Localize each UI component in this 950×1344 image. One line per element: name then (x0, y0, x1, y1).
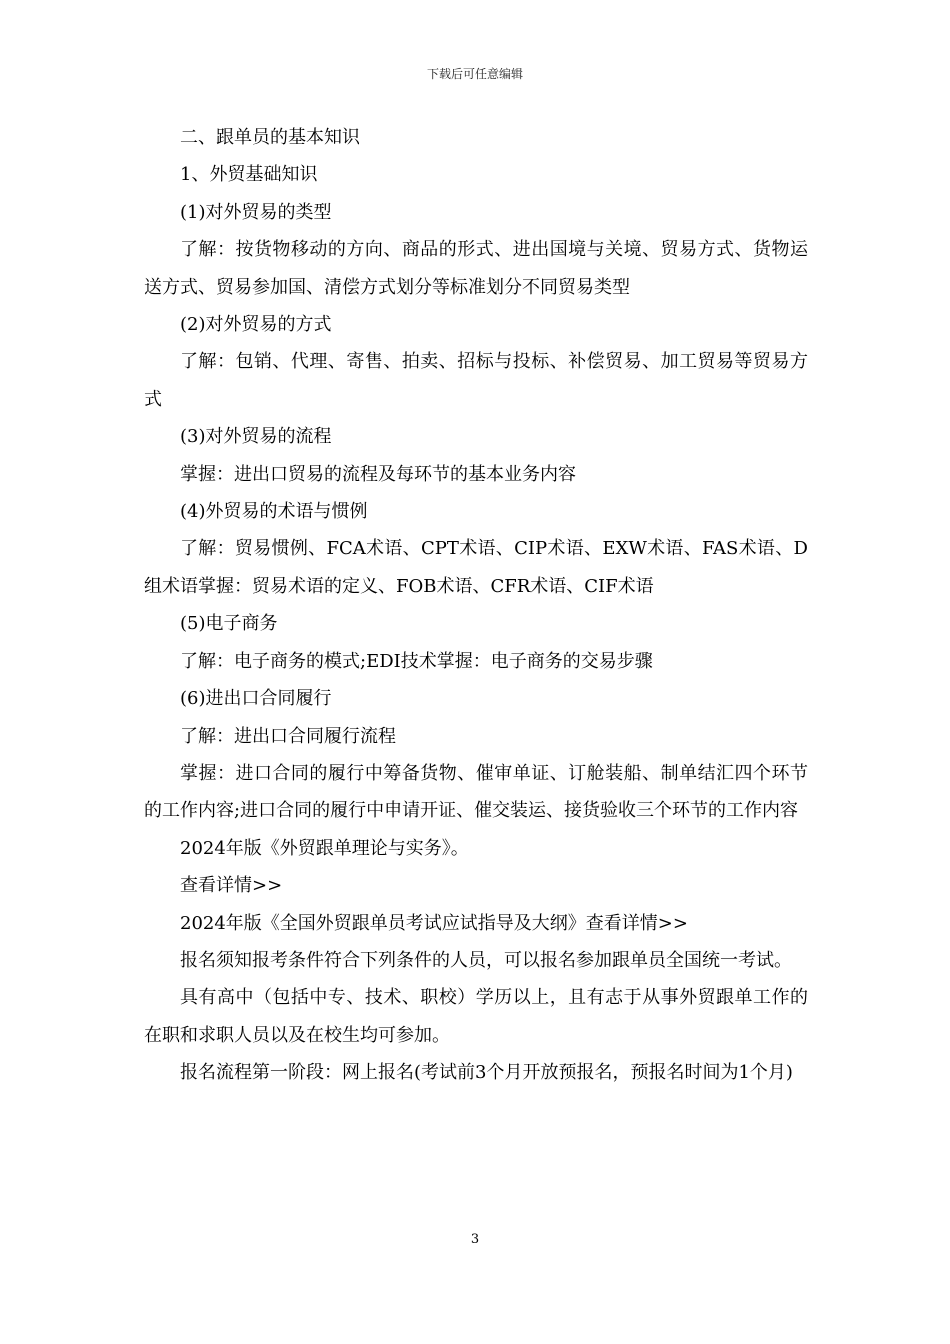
body-paragraph: 了解：电子商务的模式;EDI技术掌握：电子商务的交易步骤 (180, 650, 653, 672)
document-body (144, 119, 808, 1092)
page-number: 3 (470, 1232, 480, 1247)
body-paragraph: 报名流程第一阶段：网上报名(考试前3个月开放预报名，预报名时间为1个月) (180, 1062, 793, 1084)
body-paragraph: 了解：按货物移动的方向、商品的形式、进出国境与关境、贸易方式、货物运送方式、贸易参加国、清偿方式划分等标准划分不同贸易类型 (144, 239, 808, 298)
book-reference: 2024年版《外贸跟单理论与实务》。 (180, 837, 469, 859)
body-paragraph: 了解：贸易惯例、FCA术语、CPT术语、CIP术语、EXW术语、FAS术语、D组术语掌握：贸易术语的定义、FOB术语、CFR术语、CIF术语 (144, 538, 808, 597)
body-paragraph: 掌握：进口合同的履行中筹备货物、催审单证、订舱装船、制单结汇四个环节的工作内容;进口合同的履行中申请开证、催交装运、接货验收三个环节的工作内容 (144, 762, 808, 822)
page-header-note: 下载后可任意编辑 (426, 67, 523, 81)
topic-heading: (4)外贸易的术语与惯例 (180, 501, 368, 523)
body-paragraph: 掌握：进出口贸易的流程及每环节的基本业务内容 (180, 463, 576, 485)
topic-heading: (6)进出口合同履行 (180, 688, 332, 710)
topic-heading: (2)对外贸易的方式 (180, 314, 332, 336)
topic-heading: (1)对外贸易的类型 (180, 201, 332, 223)
section-heading: 二、跟单员的基本知识 (180, 127, 360, 148)
topic-heading: (3)对外贸易的流程 (180, 426, 332, 448)
body-paragraph: 具有高中（包括中专、技术、职校）学历以上，且有志于从事外贸跟单工作的在职和求职人员以及在校生均可参加。 (144, 987, 808, 1046)
body-paragraph: 报名须知报考条件符合下列条件的人员，可以报名参加跟单员全国统一考试。 (180, 949, 792, 971)
book-reference-link[interactable]: 2024年版《全国外贸跟单员考试应试指导及大纲》查看详情>> (180, 912, 688, 934)
body-paragraph: 了解：进出口合同履行流程 (180, 725, 396, 747)
body-paragraph: 了解：包销、代理、寄售、拍卖、招标与投标、补偿贸易、加工贸易等贸易方式 (144, 351, 808, 410)
view-details-link[interactable]: 查看详情>> (180, 875, 283, 897)
subsection-heading: 1、外贸基础知识 (180, 164, 318, 186)
topic-heading: (5)电子商务 (180, 613, 278, 635)
